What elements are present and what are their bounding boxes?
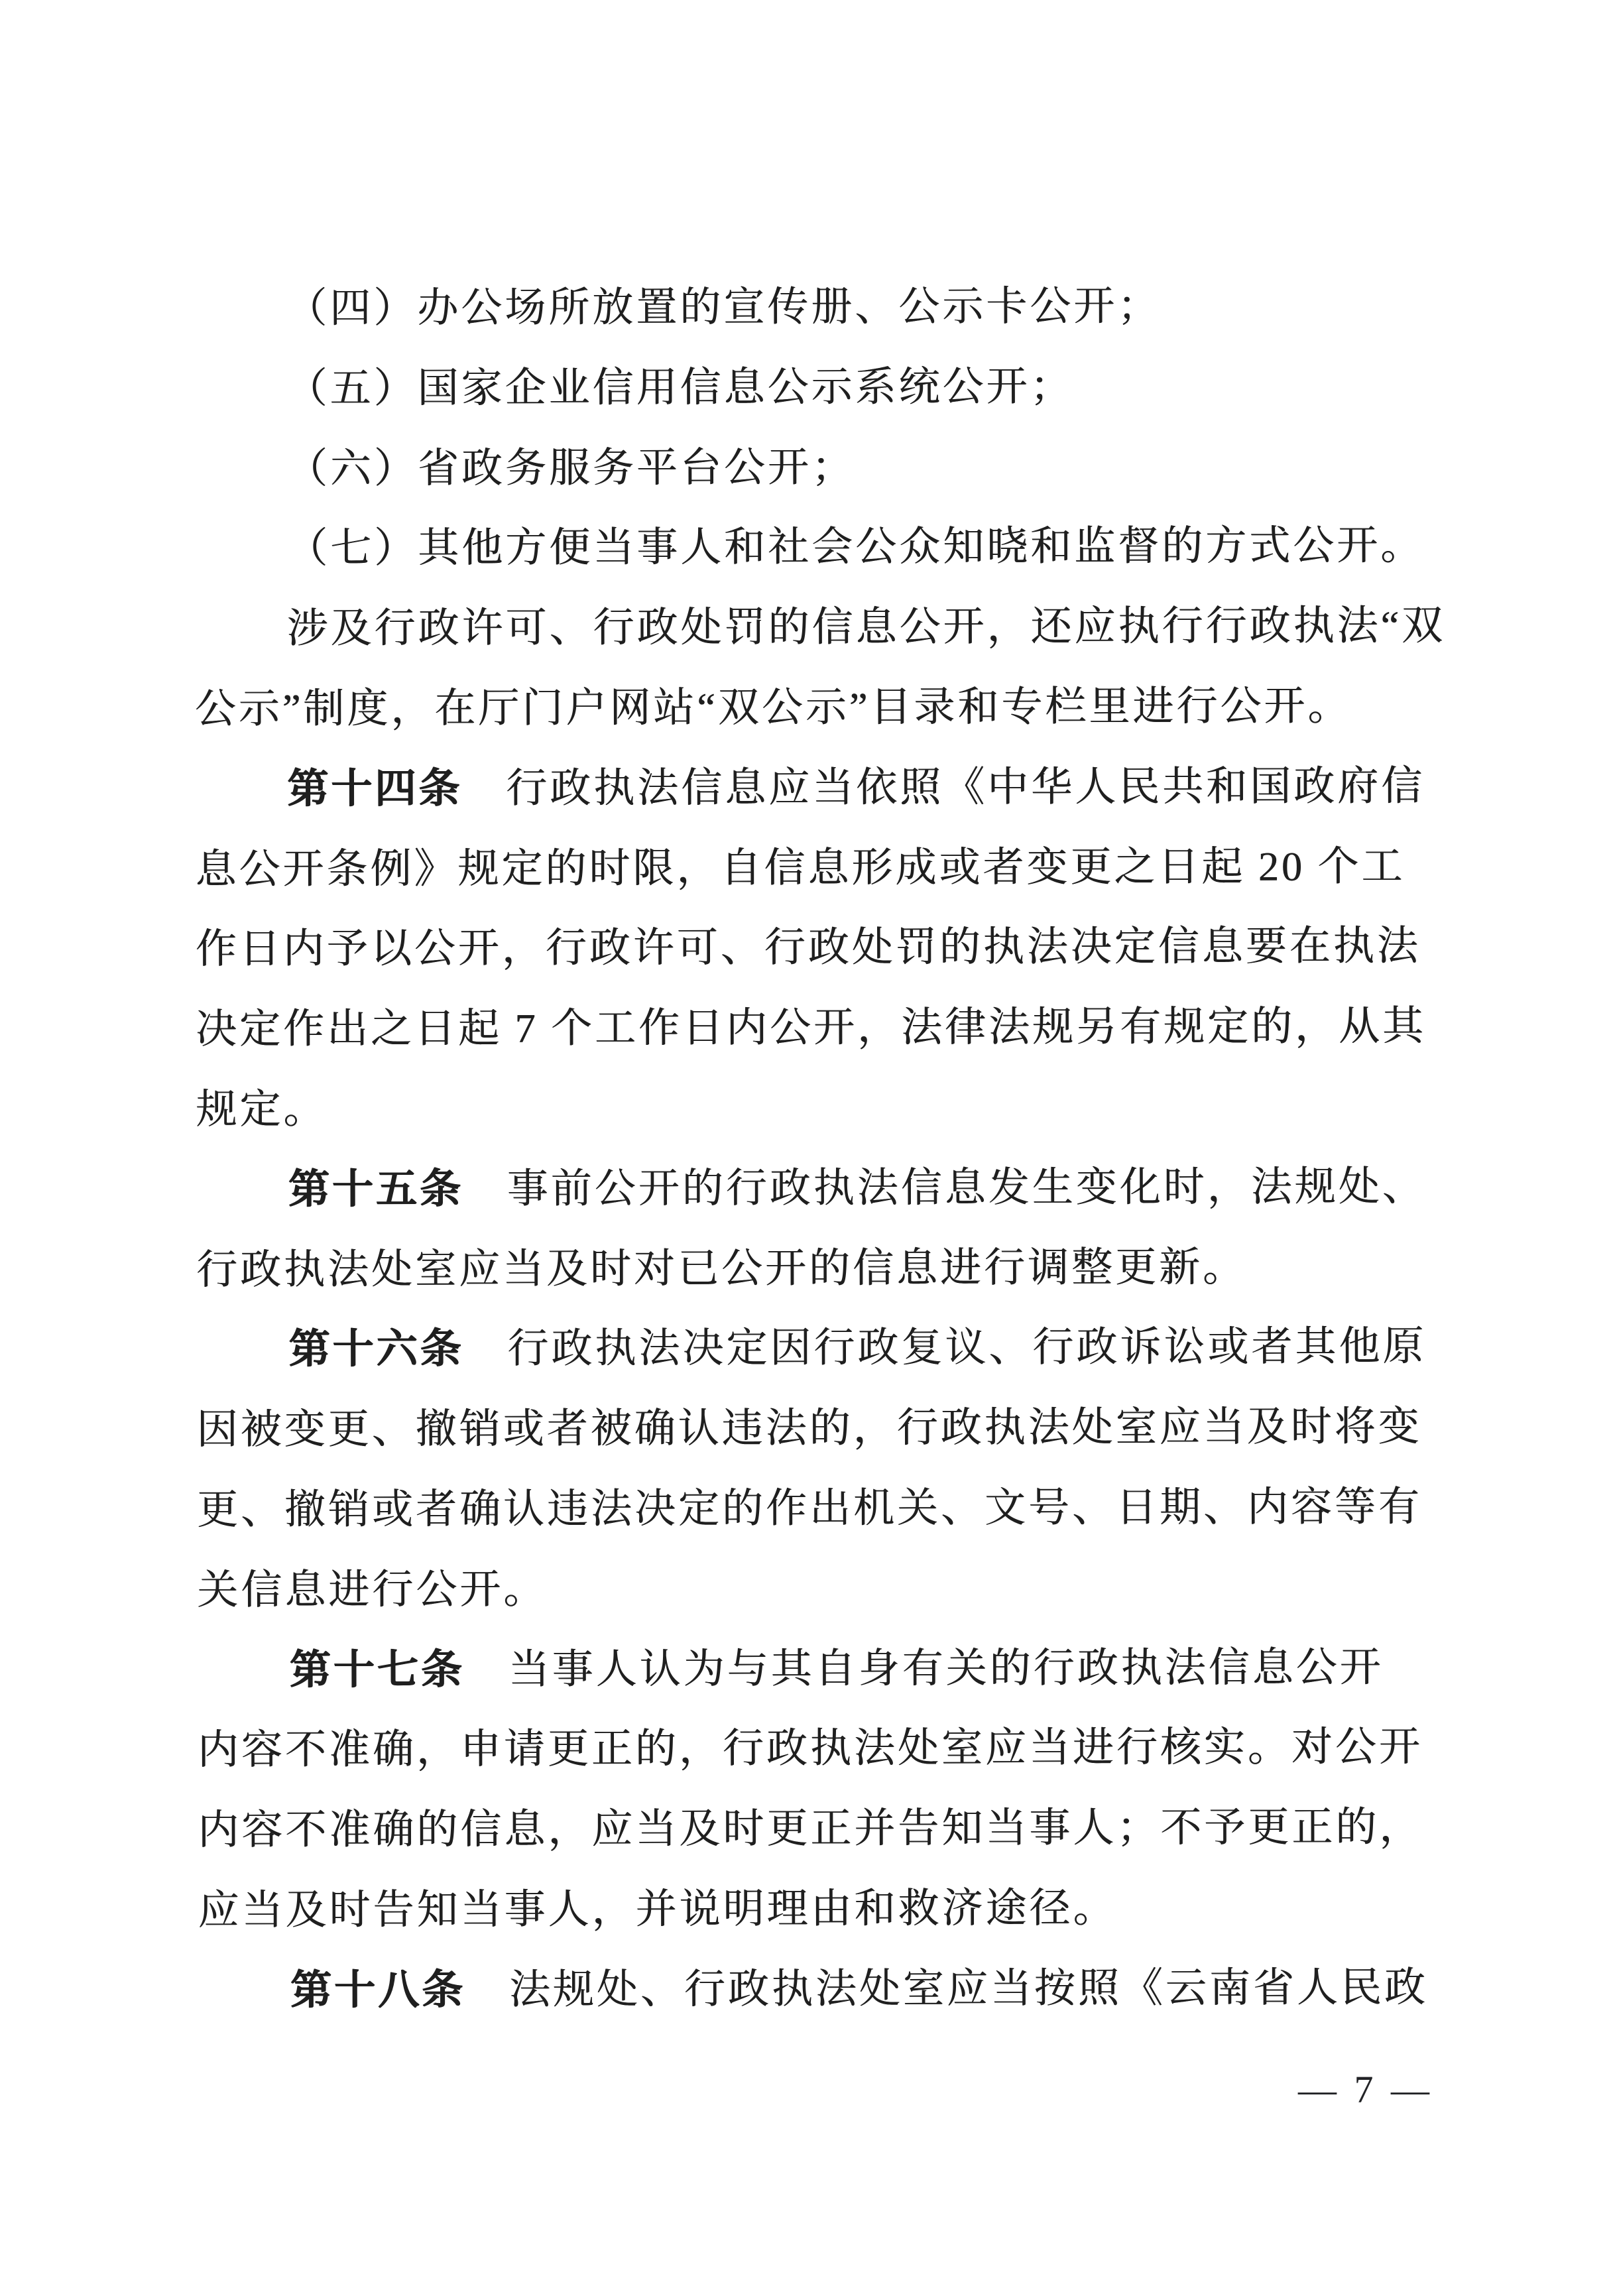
text-line (194, 266, 1437, 349)
line-text: （四）办公场所放置的宣传册、公示卡公开； (286, 284, 1162, 332)
text-line (196, 906, 1439, 990)
text-line (194, 586, 1446, 670)
line-text: 公示”制度，在厅门户网站“双公示”目录和专栏里进行公开。 (194, 684, 1352, 732)
text-line (197, 1547, 1441, 1631)
line-text: 行政执法决定因行政复议、行政诉讼或者其他原 (463, 1324, 1427, 1372)
text-line (196, 987, 1439, 1070)
text-line (194, 506, 1438, 589)
line-text: 法规处、行政执法处室应当按照《云南省人民政 (465, 1964, 1428, 2013)
article-number: 第十六条 (288, 1327, 464, 1372)
text-line (194, 426, 1438, 510)
line-text: 行政执法处室应当及时对已公开的信息进行调整更新。 (196, 1244, 1247, 1293)
line-text: 内容不准确，申请更正的，行政执法处室应当进行核实。对公开 (197, 1724, 1423, 1774)
article-number: 第十八条 (290, 1967, 465, 2014)
line-text: 行政执法信息应当依照《中华人民共和国政府信 (461, 763, 1425, 812)
text-line (195, 666, 1439, 750)
line-text: 规定。 (196, 1087, 328, 1132)
line-text: （五）国家企业信用信息公示系统公开； (286, 364, 1074, 412)
document-body (194, 266, 1446, 2031)
article-number: 第十四条 (286, 766, 463, 812)
line-text: 事前公开的行政执法信息发生变化时，法规处、 (463, 1164, 1426, 1212)
line-text: 涉及行政许可、行政处罚的信息公开，还应执行行政执法“双 (286, 603, 1446, 652)
line-text: 内容不准确的信息，应当及时更正并告知当事人；不予更正的， (198, 1805, 1423, 1854)
page-number: — 7 — (1298, 2068, 1433, 2111)
text-line (198, 1707, 1441, 1791)
text-line (195, 827, 1439, 910)
text-line (196, 1227, 1440, 1311)
text-line (198, 1787, 1441, 1871)
line-text: 因被变更、撤销或者被确认违法的，行政执法处室应当及时将变 (196, 1404, 1422, 1453)
text-line (196, 1387, 1440, 1471)
line-text: 关信息进行公开。 (197, 1567, 548, 1613)
text-line (198, 1868, 1441, 1951)
text-line (197, 1628, 1441, 1711)
line-text: （六）省政务服务平台公开； (286, 444, 855, 492)
text-line (196, 1147, 1439, 1231)
text-line (198, 1948, 1442, 2031)
text-line (197, 1467, 1441, 1551)
line-text: （七）其他方便当事人和社会公众知晓和监督的方式公开。 (286, 523, 1425, 572)
line-text: 决定作出之日起 7 个工作日内公开，法律法规另有规定的，从其 (195, 1004, 1427, 1053)
line-text: 应当及时告知当事人，并说明理由和救济途径。 (198, 1886, 1117, 1933)
text-line (195, 747, 1439, 830)
line-text: 当事人认为与其自身有关的行政执法信息公开 (464, 1644, 1384, 1693)
line-text: 息公开条例》规定的时限，自信息形成或者变更之日起 20 个工 (195, 843, 1405, 892)
text-line (194, 346, 1437, 430)
text-line (196, 1067, 1439, 1150)
line-text: 更、撤销或者确认违法决定的作出机关、文号、日期、内容等有 (196, 1484, 1422, 1533)
article-number: 第十七条 (289, 1647, 465, 1693)
line-text: 作日内予以公开，行政许可、行政处罚的执法决定信息要在执法 (195, 924, 1421, 973)
text-line (196, 1307, 1440, 1390)
article-number: 第十五条 (288, 1166, 463, 1213)
